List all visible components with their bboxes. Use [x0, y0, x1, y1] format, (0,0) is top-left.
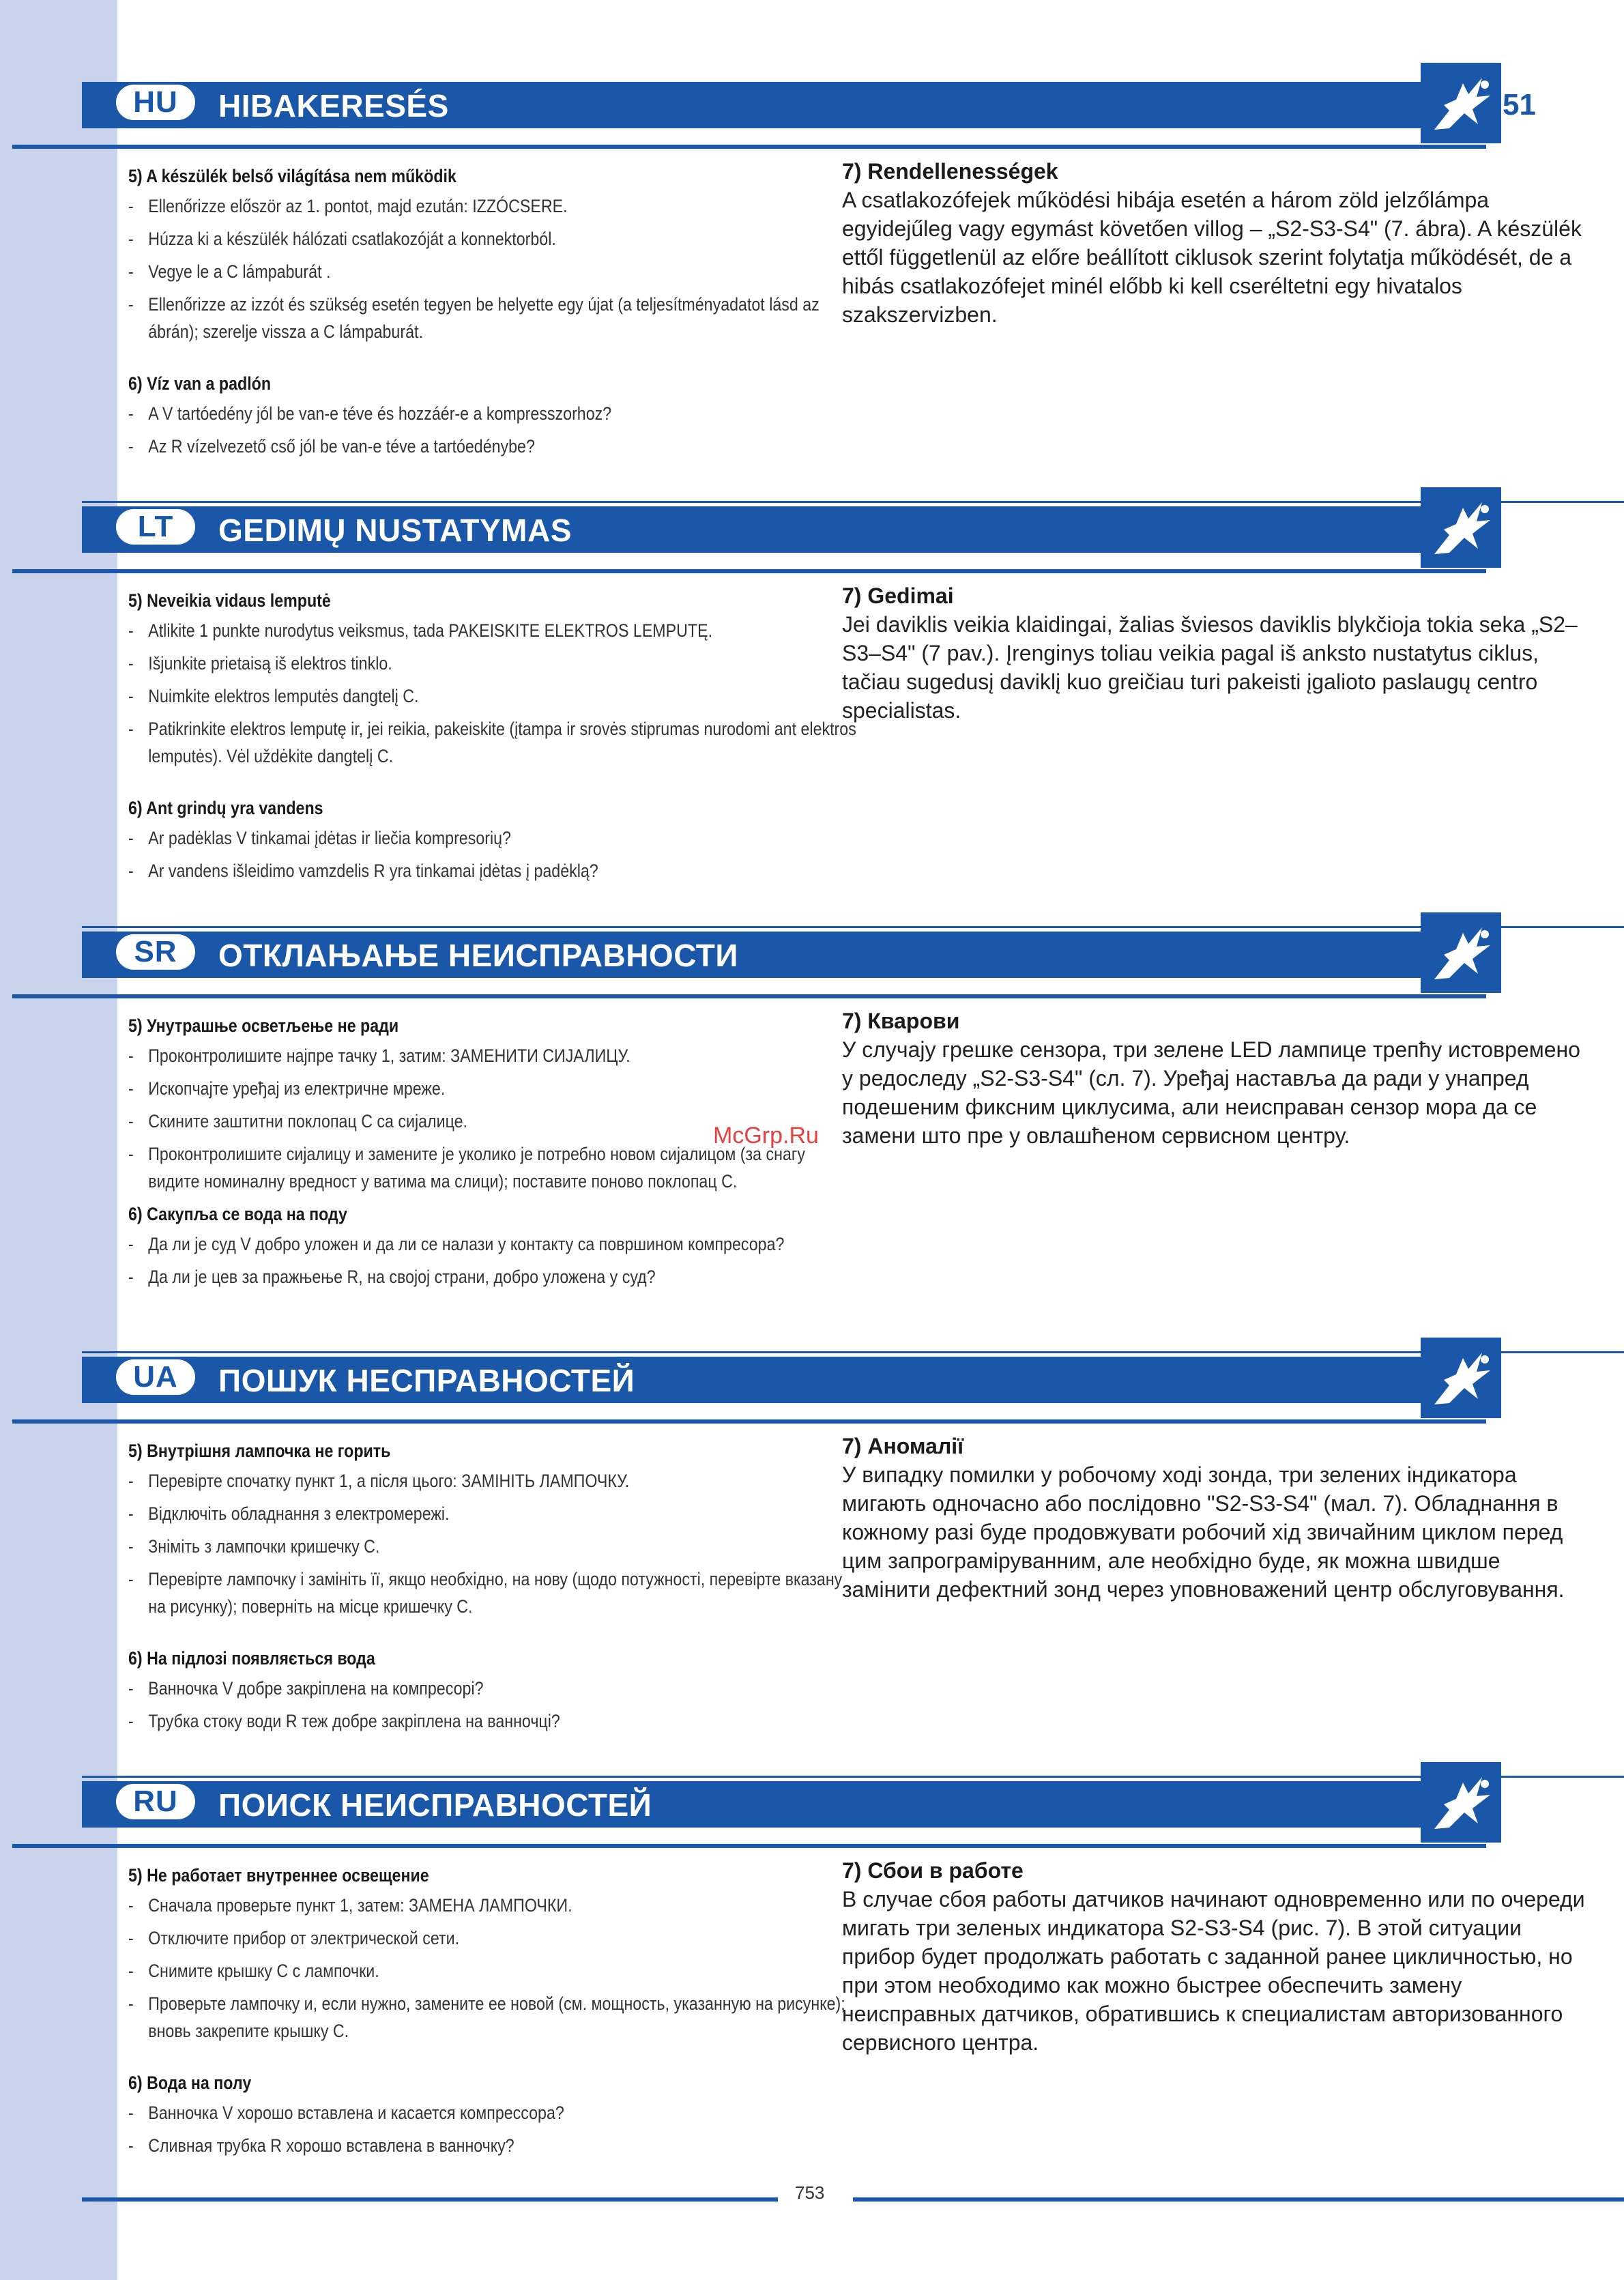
block-gap — [128, 2050, 845, 2069]
section-ua — [82, 1357, 1624, 1766]
anomaly-heading: 7) Gedimai — [842, 583, 954, 608]
section-title: ОТКЛАЊАЊЕ НЕИСПРАВНОСТИ — [218, 938, 738, 973]
section-title: ПОШУК НЕСПРАВНОСТЕЙ — [218, 1363, 635, 1398]
section-header-band — [82, 932, 1477, 978]
list-item: - Перевірте спочатку пункт 1, а після цього: ЗАМІНІТЬ ЛАМПОЧКУ. — [128, 1467, 858, 1495]
list-item: - Да ли је цев за пражњење R, на својој страни, добро уложена у суд? — [128, 1263, 858, 1290]
section-header-band — [82, 82, 1477, 128]
anomaly-heading: 7) Сбои в работе — [842, 1858, 1024, 1883]
list-item: - Išjunkite prietaisą iš elektros tinklo. — [128, 650, 858, 677]
section-top-rule — [82, 1351, 1624, 1353]
language-code-badge: LT — [116, 509, 195, 545]
list-item: - Відключіть обладнання з електромережі. — [128, 1500, 858, 1527]
check-list — [128, 2099, 845, 2159]
list-item: - Проконтролишите сијалицу и замените је уколико је потребно новом сијалицом (за снагу видите номиналну вредност у ватима ма слици); поставите поново поклопац C. — [128, 1140, 858, 1195]
list-item: - Отключите прибор от электрической сети. — [128, 1924, 858, 1952]
section-header-band — [82, 1357, 1477, 1403]
list-item: - Сначала проверьте пункт 1, затем: ЗАМЕНА ЛАМПОЧКИ. — [128, 1892, 858, 1919]
section-underline — [12, 1844, 1486, 1848]
check-list — [128, 1042, 845, 1195]
list-item: - Да ли је суд V добро уложен и да ли се налази у контакту са површином компресора? — [128, 1230, 858, 1258]
footer-rule-left — [82, 2197, 778, 2202]
section-title: ПОИСК НЕИСПРАВНОСТЕЙ — [218, 1787, 652, 1823]
anomaly-text: У случају грешке сензора, три зелене LED лампице трепћу истовремено у редоследу „S2-S3-S4" (сл. 7). Уређај наставља да ради у унапред подешеним фиксним циклусима, али неисправан сензор мора да се замени што пре у овлашћеном сервисном центру. — [842, 1037, 1580, 1148]
left-column — [128, 1012, 845, 1296]
list-item: - Az R vízelvezető cső jól be van-e téve a tartóedénybe? — [128, 433, 858, 460]
block-gap — [128, 1626, 845, 1645]
problem-heading: 5) Унутрашње осветљење не ради — [128, 1015, 399, 1036]
left-column — [128, 587, 856, 890]
section-hu — [82, 82, 1624, 491]
problem-heading: 5) Не работает внутреннее освещение — [128, 1865, 429, 1886]
anomaly-heading: 7) Кварови — [842, 1009, 960, 1033]
problem-heading: 6) Víz van a padlón — [128, 373, 272, 394]
anomaly-text: A csatlakozófejek működési hibája esetén a három zöld jelzőlámpa egyidejűleg vagy egymást követően villog – „S2-S3-S4" (7. ábra). A készülék ettől függetlenül az előre beállított ciklusok szerint folytatja működését, de a hibás csatlakozófejet minél előbb ki kell cseréltetni egy hivatalos szakszervizben. — [842, 188, 1582, 327]
list-item: - Сливная трубка R хорошо вставлена в ванночку? — [128, 2132, 858, 2159]
list-item: - Ископчајте уређај из електричне мреже. — [128, 1075, 858, 1102]
problem-heading: 6) Сакупља се вода на поду — [128, 1204, 347, 1224]
problem-heading: 5) Внутрішня лампочка не горить — [128, 1441, 391, 1461]
list-item: - Трубка стоку води R теж добре закріплена на ванночці? — [128, 1707, 858, 1735]
list-item: - Ellenőrizze először az 1. pontot, majd ezután: IZZÓCSERE. — [128, 192, 858, 220]
list-item: - Ar padėklas V tinkamai įdėtas ir liečia kompresorių? — [128, 824, 858, 852]
anomaly-heading: 7) Rendellenességek — [842, 159, 1058, 184]
section-title: GEDIMŲ NUSTATYMAS — [218, 513, 572, 548]
section-ru — [82, 1781, 1624, 2191]
troubleshooting-hand-icon — [1421, 487, 1501, 568]
troubleshooting-hand-icon — [1421, 1338, 1501, 1418]
left-column — [128, 1862, 845, 2165]
language-code-badge: UA — [116, 1359, 195, 1395]
problem-heading: 6) На підлозі появляється вода — [128, 1648, 375, 1669]
anomaly-text: В случае сбоя работы датчиков начинают одновременно или по очереди мигать три зеленых индикатора S2-S3-S4 (рис. 7). В этой ситуации прибор будет продолжать работать с заданной ранее цикличностью, но при этом необходимо как можно быстрее обеспечить замену неисправных датчиков, обратившись к специалистам авторизованного сервисного центра. — [842, 1887, 1585, 2055]
list-item: - Vegye le a C lámpaburát . — [128, 258, 858, 285]
list-item: - Nuimkite elektros lemputės dangtelį C. — [128, 682, 858, 710]
troubleshooting-hand-icon — [1421, 912, 1501, 993]
list-item: - Ellenőrizze az izzót és szükség esetén tegyen be helyette egy újat (a teljesítményadatot lásd az ábrán); szerelje vissza a C lámpaburát. — [128, 291, 858, 345]
watermark: McGrp.Ru — [713, 1123, 819, 1149]
check-list — [128, 1675, 845, 1735]
list-item: - Ванночка V добре закріплена на компресорі? — [128, 1675, 858, 1702]
problem-heading: 5) A készülék belső világítása nem működik — [128, 166, 456, 186]
check-list — [128, 824, 845, 884]
block-gap — [128, 351, 845, 370]
list-item: - Patikrinkite elektros lemputę ir, jei reikia, pakeiskite (įtampa ir srovės stiprumas nurodomi ant elektros lemputės). Vėl uždėkite dangtelį C. — [128, 715, 858, 770]
troubleshooting-hand-icon — [1421, 1762, 1501, 1843]
list-item: - Húzza ki a készülék hálózati csatlakozóját a konnektorból. — [128, 225, 858, 252]
footer-rule-right — [853, 2197, 1624, 2202]
block-gap — [128, 775, 845, 794]
section-underline — [12, 145, 1486, 149]
check-list — [128, 1467, 845, 1620]
list-item: - Снимите крышку C с лампочки. — [128, 1957, 858, 1985]
section-underline — [12, 569, 1486, 573]
list-item: - Atlikite 1 punkte nurodytus veiksmus, tada PAKEISKITE ELEKTROS LEMPUTĘ. — [128, 617, 858, 644]
left-column — [128, 162, 845, 465]
section-header-band — [82, 506, 1477, 553]
section-sr — [82, 932, 1624, 1341]
section-title: HIBAKERESÉS — [218, 88, 449, 124]
section-top-rule — [82, 926, 1624, 928]
right-column — [842, 1856, 1593, 2057]
anomaly-text: У випадку помилки у робочому ході зонда, три зелених індикатора мигають одночасно або послідовно "S2-S3-S4" (мал. 7). Обладнання в кожному разі буде продовжувати робочий хід звичайним циклом перед цим запрограміруванним, але необхідно буде, як можна швидше замінити дефектний зонд через уповноважений центр обслуговування. — [842, 1462, 1565, 1602]
list-item: - Перевірте лампочку і замініть її, якщо необхідно, на нову (щодо потужності, перевірте вказану на рисунку); поверніть на місце кришечку C. — [128, 1565, 858, 1620]
language-code-badge: HU — [116, 85, 195, 120]
list-item: - Проконтролишите најпре тачку 1, затим: ЗАМЕНИТИ СИЈАЛИЦУ. — [128, 1042, 858, 1069]
section-underline — [12, 1419, 1486, 1424]
anomaly-text: Jei daviklis veikia klaidingai, žalias šviesos daviklis blykčioja tokia seka „S2–S3–S4" (7 pav.). Įrenginys toliau veikia pagal iš anksto nustatytus ciklus, tačiau sugedusį daviklį kuo greičiau turi pakeisti įgalioto paslaugų centro specialistas. — [842, 612, 1578, 723]
check-list — [128, 617, 856, 770]
list-item: - Ванночка V хорошо вставлена и касается компрессора? — [128, 2099, 858, 2126]
right-column — [842, 157, 1593, 329]
troubleshooting-hand-icon — [1421, 63, 1501, 143]
section-lt — [82, 506, 1624, 916]
section-top-rule — [82, 1776, 1624, 1778]
list-item: - Ar vandens išleidimo vamzdelis R yra tinkamai įdėtas į padėklą? — [128, 857, 858, 884]
anomaly-heading: 7) Аномалії — [842, 1434, 964, 1458]
section-header-band — [82, 1781, 1477, 1828]
problem-heading: 6) Ant grindų yra vandens — [128, 798, 323, 818]
right-column — [842, 581, 1593, 725]
check-list — [128, 192, 845, 345]
list-item: - Проверьте лампочку и, если нужно, замените ее новой (см. мощность, указанную на рисунке); вновь закрепите крышку C. — [128, 1990, 858, 2045]
right-column — [842, 1007, 1593, 1150]
list-item: - Зніміть з лампочки кришечку C. — [128, 1533, 858, 1560]
problem-heading: 6) Вода на полу — [128, 2073, 252, 2093]
left-column — [128, 1437, 845, 1740]
language-code-badge: RU — [116, 1784, 195, 1819]
check-list — [128, 1892, 845, 2045]
list-item: - A V tartóedény jól be van-e téve és hozzáér-e a kompresszorhoz? — [128, 400, 858, 427]
section-top-rule — [82, 501, 1624, 503]
page-number: 51 — [1503, 88, 1536, 121]
problem-heading: 5) Neveikia vidaus lemputė — [128, 590, 331, 611]
section-underline — [12, 994, 1486, 998]
check-list — [128, 1230, 845, 1290]
list-item: - Скините заштитни поклопац C са сијалице. — [128, 1108, 858, 1135]
check-list — [128, 400, 845, 460]
language-code-badge: SR — [116, 934, 195, 970]
footer-page-number: 753 — [795, 2182, 825, 2203]
right-column — [842, 1432, 1593, 1604]
